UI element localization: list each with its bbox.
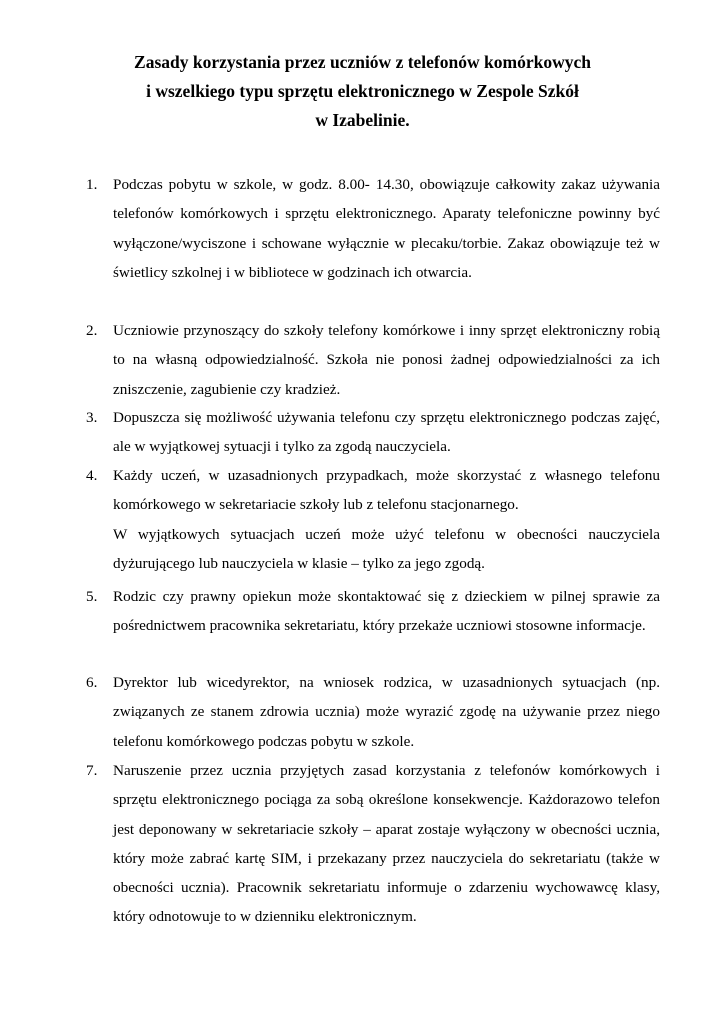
title-line: i wszelkiego typu sprzętu elektronicznego w Zespole Szkół bbox=[146, 81, 579, 101]
rule-text bbox=[113, 668, 660, 756]
rule-text bbox=[113, 170, 660, 287]
rule-paragraph: Uczniowie przynoszący do szkoły telefony komórkowe i inny sprzęt elektroniczny robią to na własną odpowiedzialność. Szkoła nie ponosi żadnej odpowiedzialności za ich zniszczenie, zagubienie czy kradzież. bbox=[113, 322, 660, 398]
rule-text bbox=[113, 756, 660, 932]
rule-item-4 bbox=[86, 461, 660, 578]
rule-paragraph: Dopuszcza się możliwość używania telefonu czy sprzętu elektronicznego podczas zajęć, ale w wyjątkowej sytuacji i tylko za zgodą nauczyciela. bbox=[113, 409, 660, 456]
rule-number: 5. bbox=[86, 588, 98, 605]
rule-text bbox=[113, 582, 660, 641]
title-line: Zasady korzystania przez uczniów z telefonów komórkowych bbox=[134, 52, 591, 72]
rule-number: 2. bbox=[86, 322, 98, 339]
rule-number: 6. bbox=[86, 674, 98, 691]
rule-text bbox=[113, 403, 660, 462]
rule-number: 3. bbox=[86, 409, 98, 426]
rule-number: 7. bbox=[86, 762, 98, 779]
rule-paragraph: Rodzic czy prawny opiekun może skontaktować się z dzieckiem w pilnej sprawie za pośrednictwem pracownika sekretariatu, który przekaże uczniowi stosowne informacje. bbox=[113, 588, 660, 635]
rule-item-6 bbox=[86, 668, 660, 756]
rule-text bbox=[113, 461, 660, 578]
rule-paragraph: W wyjątkowych sytuacjach uczeń może użyć telefonu w obecności nauczyciela dyżurującego lub nauczyciela w klasie – tylko za jego zgodą. bbox=[113, 525, 660, 572]
rule-paragraph: Naruszenie przez ucznia przyjętych zasad korzystania z telefonów komórkowych i sprzętu elektronicznego pociąga za sobą określone konsekwencje. Każdorazowo telefon jest deponowany w sekretariacie szkoły – aparat zostaje wyłączony w obecności ucznia, który może zabrać kartę SIM, i przekazany przez nauczyciela do sekretariatu (także w obecności ucznia). Pracownik sekretariatu informuje o zdarzeniu wychowawcę klasy, który odnotowuje to w dzienniku elektronicznym. bbox=[113, 762, 660, 926]
rule-text bbox=[113, 316, 660, 404]
rule-paragraph: Dyrektor lub wicedyrektor, na wniosek rodzica, w uzasadnionych sytuacjach (np. związanych ze stanem zdrowia ucznia) może wyrazić zgodę na używanie przez niego telefonu komórkowego podczas pobytu w szkole. bbox=[113, 674, 660, 750]
rule-item-1 bbox=[86, 170, 660, 287]
rule-number: 4. bbox=[86, 467, 98, 484]
rule-number: 1. bbox=[86, 176, 98, 193]
rule-item-3 bbox=[86, 403, 660, 462]
rule-item-5 bbox=[86, 582, 660, 641]
rule-item-2 bbox=[86, 316, 660, 404]
rule-item-7 bbox=[86, 756, 660, 932]
rule-paragraph: Podczas pobytu w szkole, w godz. 8.00- 14.30, obowiązuje całkowity zakaz używania telefonów komórkowych i sprzętu elektronicznego. Aparaty telefoniczne powinny być wyłączone/wyciszone i schowane wyłącznie w plecaku/torbie. Zakaz obowiązuje też w świetlicy szkolnej i w bibliotece w godzinach ich otwarcia. bbox=[113, 176, 660, 281]
rule-paragraph: Każdy uczeń, w uzasadnionych przypadkach, może skorzystać z własnego telefonu komórkowego w sekretariacie szkoły lub z telefonu stacjonarnego. bbox=[113, 467, 660, 514]
title-line: w Izabelinie. bbox=[315, 110, 410, 130]
